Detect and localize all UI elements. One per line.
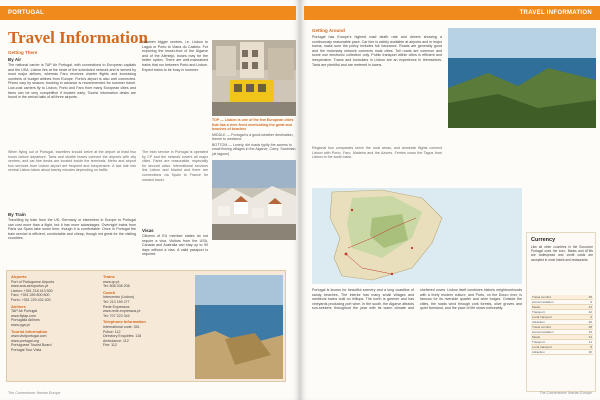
- cost-table-value: 9: [582, 300, 593, 305]
- section-band: PORTUGAL: [0, 6, 296, 20]
- cost-table-label: Meals: [531, 305, 582, 310]
- getting-around-text: Portugal has Europe's highest road death rate and drivers showing a continuously reasonable pace. Car hire is widely available at airports and in major towns; make sure the policy includes full insurance. Roads are generally good and the motorway network connects most cities. Toll roads are common and some use electronic collection only. Public transport within cities is efficient and inexpensive. Trams and funiculars in Lisbon are an experience in themselves. Taxis are plentiful and are metered in towns.: [312, 35, 442, 67]
- cost-table-label: Local transport: [531, 315, 582, 320]
- column-2-text-2: The train service in Portugal is operated by CP and the network covers all major cities. Fares are reasonable, especially for second class. International services link Lisbon and Madrid and there are connections via Spain to France for onward travel.: [142, 150, 208, 182]
- column-2-text: between bigger centres, i.e. Lisbon to Lagos or Porto to Viana do Castelo. For exploring the lesser-trod of the Algarve and of the Alentejo, buses may be the better option. There are well-maintained trains that run between Porto and Lisbon. Expect trains to be busy in summer.: [142, 40, 208, 72]
- info-line: Faro: +351 289 800 800: [11, 293, 50, 298]
- info-line: Port of Portuguese Airports: [11, 279, 55, 284]
- info-line[interactable]: www.portugal.org: [11, 338, 39, 343]
- cost-table-value: 15: [582, 330, 593, 335]
- page-title: Travel Information: [8, 28, 148, 47]
- info-line: Tel: 808 208 208: [103, 284, 130, 289]
- cost-table-value: 20: [582, 320, 593, 325]
- info-line: Directory Enquiries: 118: [103, 334, 142, 339]
- subheading-getting-around: Getting Around: [312, 28, 345, 33]
- cost-table-value: 11: [582, 340, 593, 345]
- cost-table-label: Transport: [531, 310, 582, 315]
- subheading-by-train: By Train: [8, 212, 26, 217]
- getting-around-text-2: Regional bus companies serve the rural areas, and domestic flights connect Lisbon with Porto, Faro, Madeira and the Azores. Ferries cross the Tagus from Lisbon to the south bank.: [312, 146, 442, 160]
- caption-bottom: BOTTOM — Lonely, dirt roads typify the access to small fishing villages in the Algarve, Carry; Sardinian (at lagoon): [212, 142, 296, 156]
- village-photo: [212, 160, 296, 240]
- info-line: Fire: 112: [103, 343, 117, 348]
- lisbon-tram-photo: [212, 40, 296, 116]
- info-line: International code: 351: [103, 324, 140, 329]
- cost-table-value: 30: [582, 350, 593, 355]
- cliff-sea-photo: [448, 28, 596, 128]
- subheading-visas: Visas: [142, 228, 154, 233]
- caption-top: TOP — Lisbon is one of the few European cities that has a river-front overlooking the great and beaches of beaches: [212, 118, 294, 131]
- info-line: Portugal Tour Vista: [11, 347, 42, 352]
- info-line: Tel: 707 223 344: [103, 313, 130, 318]
- info-line[interactable]: www.visitportugal.com: [11, 334, 47, 339]
- cost-table-value: 35: [582, 295, 593, 300]
- info-line[interactable]: www.ana-aeroportos.pt: [11, 284, 48, 289]
- cost-table-value: 8: [582, 345, 593, 350]
- page-footer-right: The Cornerstone: Iberian Europe: [539, 391, 592, 395]
- cost-table-row: [531, 350, 593, 355]
- info-line: Lisbon: +351 218 413 500: [11, 288, 53, 293]
- cost-table-label: Meals: [531, 335, 582, 340]
- by-air-text-2: When flying out of Portugal, travellers should arrive at the airport at least two hours before departure. Taxis and shuttle buses connect the airports with city centres, and car-hire desks are located inside the terminals. Metro and airport bus services from Lisbon airport are frequent and inexpensive. A taxi ride into central Lisbon takes about twenty minutes depending on traffic.: [8, 150, 136, 173]
- cost-table-label: Accommodation: [531, 330, 582, 335]
- telephone-label: Telephone Information: [103, 319, 146, 325]
- coach-label: Coach: [103, 289, 116, 295]
- by-train-text: Travelling by train from the UK, Germany or elsewhere in Europe to Portugal can cost more than a flight, but it has more advantages. Overnight trains from Paris via Spain take some time, though it is comfortable. Once in Portugal the train service is efficient, comfortable and cheap, though not great for the visiting countries.: [8, 218, 136, 241]
- coastline-photo: [195, 275, 283, 379]
- airports-label: Airports: [11, 274, 27, 279]
- section-band: TRAVEL INFORMATION: [304, 6, 600, 20]
- subheading-getting-there: Getting There: [8, 50, 38, 55]
- contacts-column-2: [103, 275, 146, 348]
- currency-box: [526, 232, 596, 392]
- info-line[interactable]: www.cp.pt: [103, 279, 120, 284]
- contact-info-box: [6, 270, 286, 382]
- cost-table-label: Transport: [531, 340, 582, 345]
- currency-text: Like all other countries in the Eurozone Portugal uses the euro. Banks and ATMs are widespread and credit cards are accepted in most hotels and restaurants.: [531, 245, 593, 262]
- info-line: Ambulance: 112: [103, 338, 129, 343]
- info-line: Police: 112: [103, 329, 121, 334]
- cost-table-label: Attraction: [531, 320, 582, 325]
- info-line: Portugália Airlines: [11, 318, 40, 323]
- cost-table-value: 24: [582, 335, 593, 340]
- info-line: TAP Air Portugal: [11, 309, 38, 314]
- info-line[interactable]: www.rede-expressos.pt: [103, 309, 141, 314]
- info-line[interactable]: www.pga.pt: [11, 322, 30, 327]
- trains-label: Trains: [103, 274, 115, 279]
- right-page: [300, 0, 600, 400]
- caption-box: [212, 118, 296, 158]
- page-footer-left: The Cornerstone: Iberian Europe: [8, 391, 61, 395]
- info-line: Portuguese Tourist Board: [11, 343, 52, 348]
- currency-title: Currency: [531, 237, 556, 243]
- cost-table-label: Travel comfort: [531, 295, 582, 300]
- cost-table-label: Travel comfort: [531, 325, 582, 330]
- contacts-column-1: [11, 275, 54, 353]
- cost-table-label: Accommodation: [531, 300, 582, 305]
- by-air-text: The national carrier is TAP Air Portugal, with connections to European capitals and the USA. Lisbon lies at the heart of the scheduled network and is served by most major airlines, whereas Faro receives charter flights and increasing numbers of budget airlines from Europe. Porto's airport is also well connected. Prices vary by season; booking in advance is recommended for summer travel. Low-cost carriers fly to Lisbon, Porto and Faro from many European cities and fares can be very competitive if booked early. Tourist information desks are found in the arrival halls of all three airports.: [8, 63, 136, 100]
- cost-table-value: 12: [582, 305, 593, 310]
- cost-table: [531, 295, 593, 355]
- cost-table-value: 6: [582, 315, 593, 320]
- tourist-info-label: Tourist Information: [11, 328, 48, 334]
- portugal-map: [312, 188, 522, 284]
- cost-table-label: Attraction: [531, 350, 582, 355]
- airlines-label: Airlines: [11, 303, 26, 309]
- info-line: Porto: +351 229 432 400: [11, 297, 51, 302]
- caption-middle: MIDDLE — Portugal is a good-weather destination, theme to weekend: [212, 132, 294, 141]
- info-line: Tel: 213 159 277: [103, 299, 130, 304]
- subheading-by-air: By Air: [8, 57, 22, 62]
- info-line[interactable]: www.flytap.com: [11, 313, 36, 318]
- info-line: Intercentro (Lisbon): [103, 295, 135, 300]
- bottom-body-text: Portugal is known for beautiful scenery and a long coastline of sandy beaches. The interior has many small villages and medieval towns built on hilltops. The north is greener and has vineyards producing port wine. In the south, the Algarve attracts sun-seekers throughout the year with its warm climate and sheltered coves. Lisbon itself combines historic neighbourhoods with a lively modern culture, and Porto, on the Douro river, is famous for its riverside quarter and wine lodges. Outside the cities, the roads wind through cork forests, olive groves and quiet farmland, and the pace of life slows noticeably.: [312, 288, 522, 311]
- cost-table-value: 48: [582, 325, 593, 330]
- cost-table-label: Local transport: [531, 345, 582, 350]
- visas-text: Citizens of EU member states do not require a visa. Visitors from the USA, Canada and Australia can stay up to 90 days without a visa. A valid passport is required.: [142, 234, 208, 257]
- cost-table-value: 22: [582, 310, 593, 315]
- info-line: Rede Expressos: [103, 304, 130, 309]
